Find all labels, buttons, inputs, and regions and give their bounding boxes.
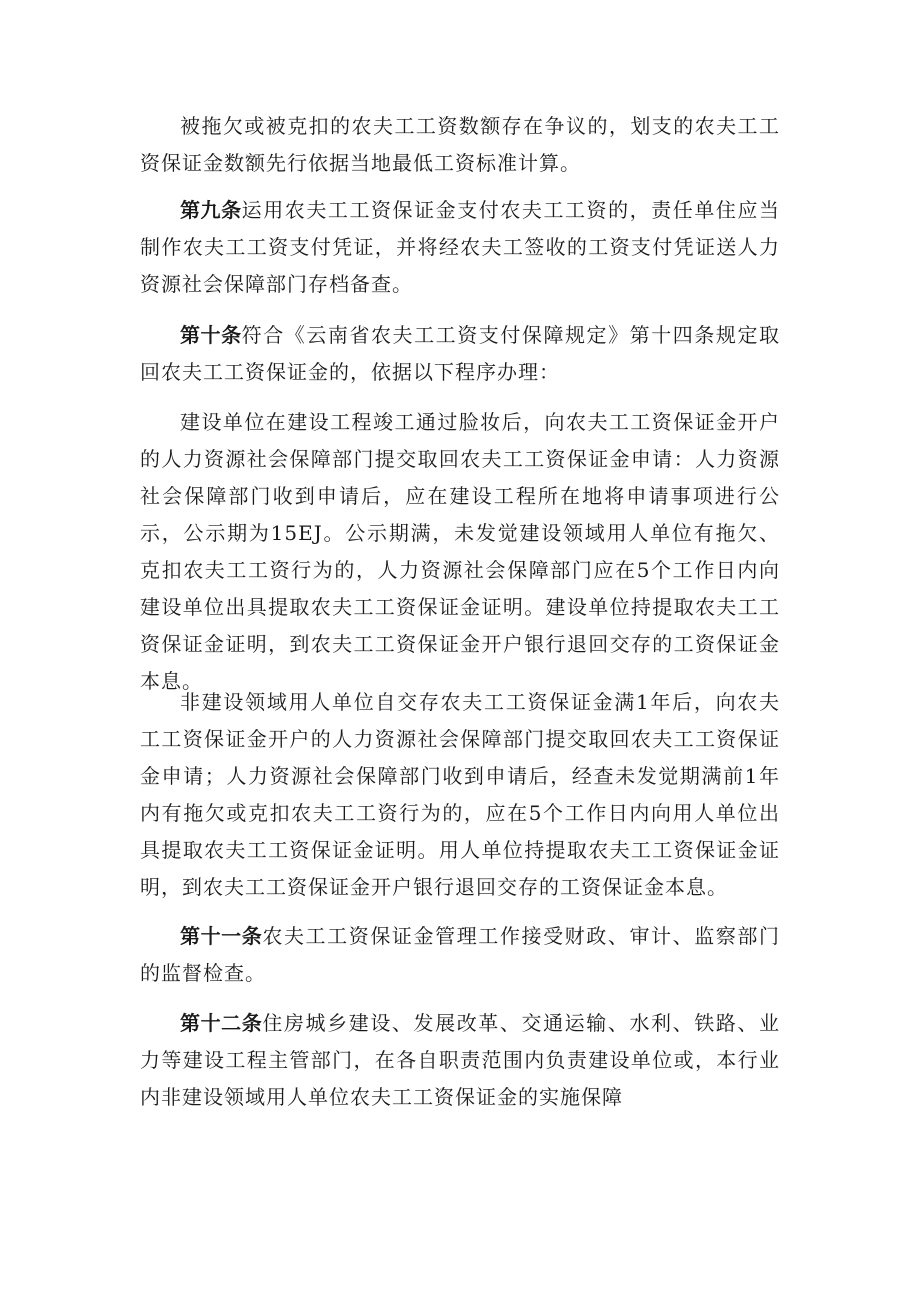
paragraph-text: 建设单位在建设工程竣工通过脸妆后，向农夫工工资保证金开户的人力资源社会保障部门提交取回农夫工工资保证金申请：人力资源社会保障部门收到申请后，应在建设工程所在地将申请事项进行公示，公示期为15EJ。公示期满，未发觉建设领域用人单位有拖欠、克扣农夫工工资行为的，人力资源社会保障部门应在5个工作日内向建设单位出具提取农夫工工资保证金证明。建设单位持提取农夫工工资保证金证明，到农夫工工资保证金开户银行退回交存的工资保证金本息。 bbox=[140, 410, 780, 693]
article-number: 第十一条 bbox=[180, 924, 263, 948]
paragraph-text: 被拖欠或被克扣的农夫工工资数额存在争议的，划支的农夫工工资保证金数额先行依据当地最低工资标准计算。 bbox=[140, 114, 780, 175]
article-number: 第九条 bbox=[180, 198, 242, 222]
paragraph-wage-dispute bbox=[140, 108, 780, 182]
paragraph-construction-unit-procedure bbox=[140, 404, 780, 700]
article-number: 第十条 bbox=[180, 323, 242, 347]
paragraph-article-11 bbox=[140, 918, 780, 992]
paragraph-article-12 bbox=[140, 1005, 780, 1116]
paragraph-text: 住房城乡建设、发展改革、交通运输、水利、铁路、业力等建设工程主管部门，在各自职责范围内负责建设单位或，本行业内非建设领域用人单位农夫工工资保证金的实施保障 bbox=[140, 1011, 781, 1109]
paragraph-text: 符合《云南省农夫工工资支付保障规定》第十四条规定取回农夫工工资保证金的，依据以下程序办理： bbox=[140, 323, 781, 384]
paragraph-article-9 bbox=[140, 192, 780, 303]
paragraph-text: 农夫工工资保证金管理工作接受财政、审计、监察部门的监督检查。 bbox=[140, 924, 781, 985]
paragraph-article-10 bbox=[140, 317, 780, 391]
article-number: 第十二条 bbox=[180, 1011, 263, 1035]
paragraph-non-construction-procedure bbox=[140, 684, 780, 906]
paragraph-text: 非建设领域用人单位自交存农夫工工资保证金满1年后，向农夫工工资保证金开户的人力资源社会保障部门提交取回农夫工工资保证金申请；人力资源社会保障部门收到申请后，经查未发觉期满前1年内有拖欠或克扣农夫工工资行为的，应在5个工作日内向用人单位出具提取农夫工工资保证金证明。用人单位持提取农夫工工资保证金证明，到农夫工工资保证金开户银行退回交存的工资保证金本息。 bbox=[140, 690, 780, 899]
paragraph-text: 运用农夫工工资保证金支付农夫工工资的，责任单住应当制作农夫工工资支付凭证，并将经农夫工签收的工资支付凭证送人力资源社会保障部门存档备查。 bbox=[140, 198, 781, 296]
